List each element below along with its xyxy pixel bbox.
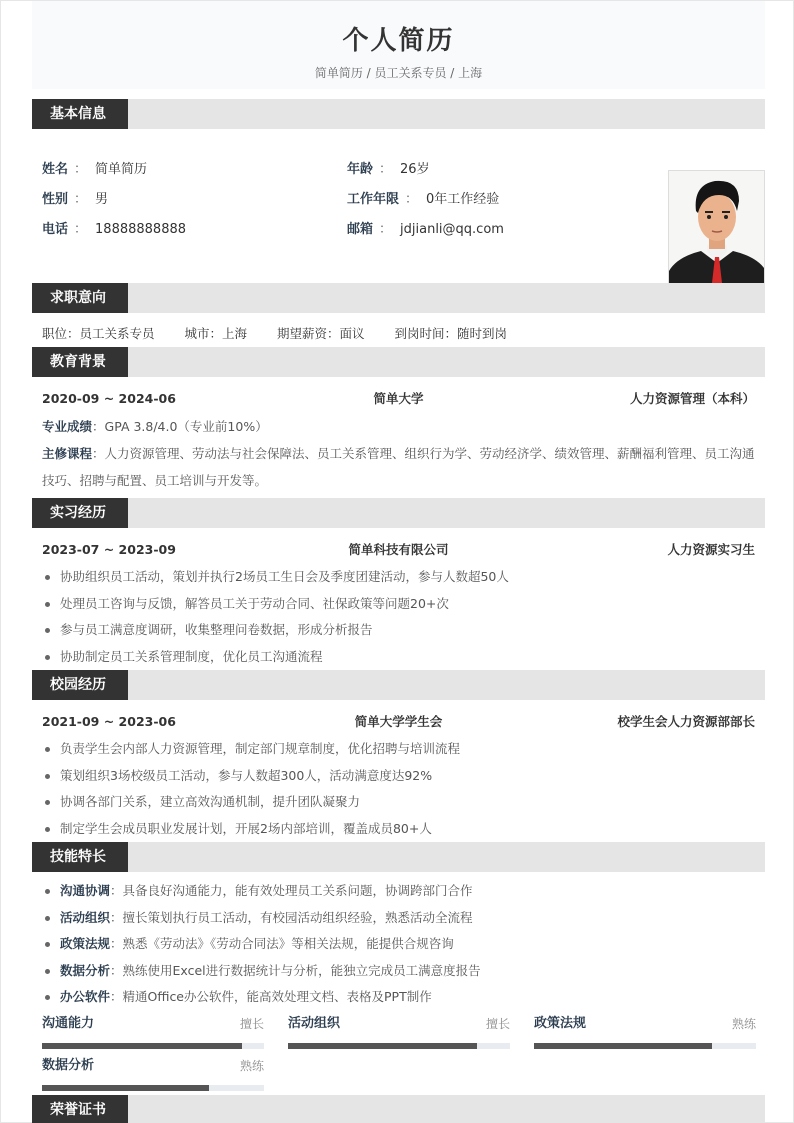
- skill-bar-name: 政策法规: [534, 1015, 587, 1031]
- section-header-education: [32, 347, 765, 377]
- progress-fill: [42, 1085, 209, 1091]
- skill-bars: [32, 1011, 765, 1095]
- skill-bar-name: 数据分析: [42, 1057, 95, 1073]
- label: 性别: [42, 192, 69, 207]
- skill-desc: ：具备良好沟通能力，能有效处理员工关系问题，协调跨部门合作: [110, 883, 473, 898]
- skill-bar-item: [288, 1011, 510, 1053]
- entry-major: 人力资源管理（本科）: [629, 391, 755, 406]
- label: 主修课程: [42, 446, 93, 461]
- basic-info: [32, 129, 765, 269]
- education-entry-header: [32, 385, 765, 413]
- section-header-intent: [32, 283, 765, 313]
- value: jdjianli@qq.com: [400, 222, 504, 237]
- campus-list: [32, 736, 765, 842]
- progress-bar: [42, 1085, 264, 1091]
- section-header-internship: [32, 498, 765, 528]
- value: 0年工作经验: [426, 192, 500, 207]
- entry-date: 2023-07 ~ 2023-09: [42, 542, 176, 557]
- info-name: [42, 161, 147, 179]
- label: 姓名: [42, 162, 69, 177]
- skill-bar-item: [534, 1011, 756, 1053]
- label: 年龄: [347, 162, 374, 177]
- resume-header: [32, 1, 765, 89]
- intent-arrival: 到岗时间：随时到岗: [394, 326, 508, 341]
- entry-role: 校学生会人力资源部部长: [617, 714, 755, 729]
- education-score: [32, 413, 765, 440]
- progress-fill: [288, 1043, 477, 1049]
- entry-date: 2021-09 ~ 2023-06: [42, 714, 176, 729]
- list-item: 负责学生会内部人力资源管理，制定部门规章制度，优化招聘与培训流程: [42, 736, 755, 763]
- intent-position: 职位：员工关系专员: [42, 326, 155, 341]
- education-courses: [32, 440, 765, 494]
- skill-name: 政策法规: [60, 936, 111, 951]
- info-gender: [42, 191, 108, 209]
- resume-page: [32, 1, 765, 1123]
- skill-name: 数据分析: [60, 962, 111, 978]
- entry-company: 简单科技有限公司: [348, 542, 449, 557]
- intent-salary: 期望薪资：面议: [277, 326, 365, 341]
- avatar: [668, 170, 765, 290]
- progress-bar: [534, 1043, 756, 1049]
- section-title: 校园经历: [32, 670, 128, 700]
- skill-desc: ：熟练使用Excel进行数据统计与分析，能独立完成员工满意度报告: [110, 962, 481, 978]
- skill-name: 活动组织: [60, 909, 111, 925]
- list-item: [42, 931, 755, 958]
- colon: ：: [74, 222, 88, 237]
- internship-entry-header: [32, 536, 765, 564]
- list-item: [42, 984, 755, 1011]
- skill-desc: ：熟悉《劳动法》《劳动合同法》等相关法规，能提供合规咨询: [110, 936, 454, 951]
- entry-school: 简单大学: [373, 391, 424, 406]
- skill-bar-name: 活动组织: [288, 1015, 341, 1031]
- value: 18888888888: [95, 222, 187, 237]
- section-title: 荣誉证书: [32, 1095, 128, 1123]
- label: 邮箱: [347, 222, 374, 237]
- colon: ：: [74, 162, 88, 177]
- skill-bar-level: 熟练: [731, 1016, 756, 1031]
- internship-list: [32, 564, 765, 670]
- skill-desc: ：精通Office办公软件，能高效处理文档、表格及PPT制作: [110, 989, 432, 1004]
- intent-city: 城市：上海: [184, 326, 248, 341]
- list-item: 制定学生会成员职业发展计划，开展2场内部培训，覆盖成员80+人: [42, 816, 755, 843]
- skill-name: 沟通协调: [60, 883, 111, 898]
- section-header-campus: [32, 670, 765, 700]
- list-item: 协助制定员工关系管理制度，优化员工沟通流程: [42, 644, 755, 671]
- value: 简单简历: [95, 162, 148, 177]
- skills-list: [32, 878, 765, 1011]
- list-item: [42, 878, 755, 905]
- entry-role: 人力资源实习生: [667, 542, 755, 557]
- list-item: 协调各部门关系，建立高效沟通机制，提升团队凝聚力: [42, 789, 755, 816]
- page-subtitle: 简单简历 / 员工关系专员 / 上海: [314, 66, 483, 80]
- info-age: [347, 161, 430, 179]
- skill-bar-level: 擅长: [485, 1016, 510, 1031]
- info-phone: [42, 221, 186, 239]
- label: 专业成绩: [42, 419, 93, 434]
- page-title: 个人简历: [342, 26, 455, 56]
- job-intent: [32, 313, 765, 347]
- info-email: [347, 221, 504, 239]
- section-title: 基本信息: [32, 99, 128, 129]
- colon: ：: [74, 192, 88, 207]
- skill-desc: ：擅长策划执行员工活动，有校园活动组织经验，熟悉活动全流程: [110, 909, 473, 925]
- section-header-honors: [32, 1095, 765, 1123]
- campus-entry-header: [32, 708, 765, 736]
- section-title: 技能特长: [32, 842, 128, 872]
- info-years: [347, 191, 499, 209]
- skill-bar-item: [42, 1053, 264, 1095]
- value: 男: [95, 192, 109, 207]
- list-item: 参与员工满意度调研，收集整理问卷数据，形成分析报告: [42, 617, 755, 644]
- value: ：人力资源管理、劳动法与社会保障法、员工关系管理、组织行为学、劳动经济学、绩效管理、薪酬福利管理、员工沟通技巧、招聘与配置、员工培训与开发等。: [42, 446, 755, 488]
- colon: ：: [379, 222, 393, 237]
- skill-bar-level: 熟练: [239, 1058, 264, 1073]
- value: ：GPA 3.8/4.0（专业前10%）: [92, 419, 268, 434]
- label: 工作年限: [347, 192, 400, 207]
- skill-bar-level: 擅长: [239, 1016, 264, 1031]
- progress-fill: [42, 1043, 242, 1049]
- section-header-basic: [32, 99, 765, 129]
- list-item: 协助组织员工活动，策划并执行2场员工生日会及季度团建活动，参与人数超50人: [42, 564, 755, 591]
- label: 电话: [42, 222, 69, 237]
- entry-org: 简单大学学生会: [354, 714, 443, 729]
- progress-bar: [42, 1043, 264, 1049]
- section-title: 求职意向: [32, 283, 128, 313]
- section-title: 教育背景: [32, 347, 128, 377]
- colon: ：: [405, 192, 419, 207]
- list-item: [42, 905, 755, 932]
- list-item: 处理员工咨询与反馈，解答员工关于劳动合同、社保政策等问题20+次: [42, 591, 755, 618]
- list-item: [42, 958, 755, 985]
- progress-bar: [288, 1043, 510, 1049]
- skill-name: 办公软件: [60, 989, 111, 1004]
- list-item: 策划组织3场校级员工活动，参与人数超300人，活动满意度达92%: [42, 763, 755, 790]
- section-header-skills: [32, 842, 765, 872]
- portrait-icon: [669, 171, 765, 290]
- section-title: 实习经历: [32, 498, 128, 528]
- value: 26岁: [400, 162, 430, 177]
- colon: ：: [379, 162, 393, 177]
- skill-bar-name: 沟通能力: [42, 1015, 95, 1031]
- skill-bar-item: [42, 1011, 264, 1053]
- entry-date: 2020-09 ~ 2024-06: [42, 391, 176, 406]
- progress-fill: [534, 1043, 712, 1049]
